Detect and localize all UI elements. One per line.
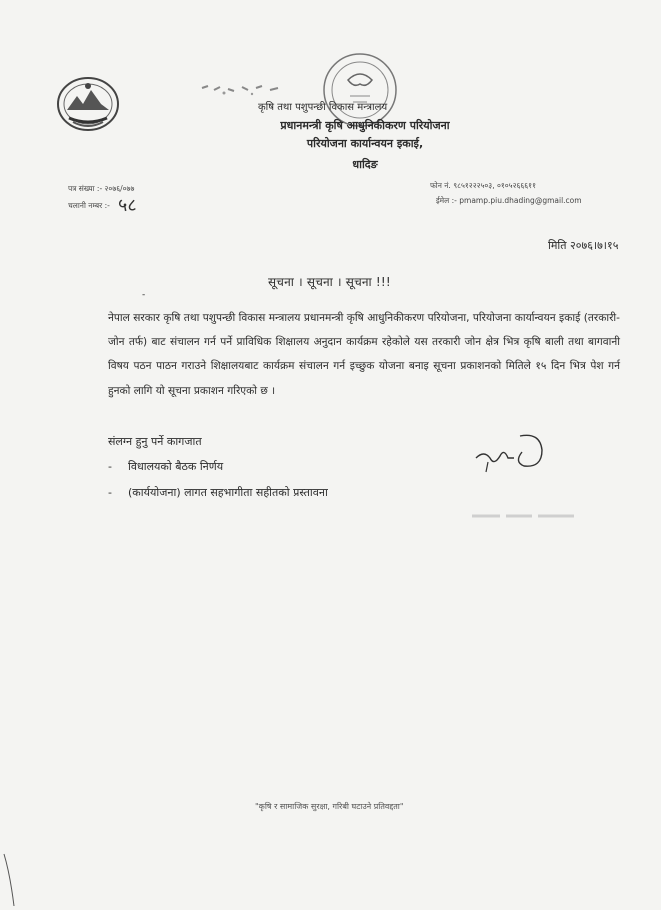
list-bullet-dash: - xyxy=(108,460,112,473)
office-seal-stamp xyxy=(320,50,400,130)
enclosure-item-text: (कार्ययोजना) लागत सहभागीता सहीतको प्रस्तावना xyxy=(128,486,328,499)
letter-date: मिति २०७६।७।१५ xyxy=(548,239,619,252)
contact-phone: फोन नं. ९८५१२२२५०३, ०१०५२६६६११ xyxy=(430,181,536,190)
dispatch-number-handwritten: ५८ xyxy=(118,195,137,216)
letterhead-ministry: कृषि तथा पशुपन्छी विकास मन्त्रालय xyxy=(258,102,388,113)
enclosure-item xyxy=(108,485,328,500)
notice-title: सूचना । सूचना । सूचना !!! xyxy=(268,275,391,289)
notice-body: नेपाल सरकार कृषि तथा पशुपन्छी विकास मन्त्रालय प्रधानमन्त्री कृषि आधुनिकीकरण परियोजना, परियोजना कार्यान्वयन इकाई (तरकारी-जोन तर्फ) बाट संचालन गर्न पर्ने प्राविधिक शिक्षालय अनुदान कार्यक्रम रहेकोले यस तरकारी जोन क्षेत्र भित्र कृषि बाली तथा बागवानी विषय पठन पाठन गराउने शिक्षालयबाट कार्यक्रम संचालन गर्न इच्छुक योजना बनाइ सूचना प्रकाशनको मितिले १५ दिन भित्र पेश गर्न हुनको लागि यो सूचना प्रकाशन गरिएको छ । xyxy=(108,312,620,397)
ink-smudge-marks xyxy=(200,78,290,100)
faint-bleedthrough-text xyxy=(470,510,580,522)
nepal-government-emblem-icon xyxy=(55,74,121,134)
scan-edge-mark xyxy=(0,850,20,910)
list-bullet-dash: - xyxy=(108,486,112,499)
letterhead-district: धादिङ xyxy=(352,158,378,171)
letter-reference-number: पत्र संख्या :- २०७६/०७७ xyxy=(68,184,135,193)
dispatch-number-label: चलानी नम्बर :- xyxy=(68,201,110,210)
letterhead-project: प्रधानमन्त्री कृषि आधुनिकीकरण परियोजना xyxy=(280,119,450,132)
footer-motto: "कृषि र सामाजिक सुरक्षा, गरिबी घटाउने प्रतिवद्दता" xyxy=(255,802,404,811)
letterhead-unit: परियोजना कार्यान्वयन इकाई, xyxy=(306,137,424,150)
enclosures-heading: संलग्न हुनु पर्ने कागजात xyxy=(108,435,202,448)
contact-email: ईमेल :- pmamp.piu.dhading@gmail.com xyxy=(436,196,582,205)
enclosure-item-text: विधालयको बैठक निर्णय xyxy=(128,460,224,473)
handwritten-signature xyxy=(470,428,550,476)
enclosure-item xyxy=(108,459,223,474)
stray-mark: - xyxy=(142,290,146,300)
